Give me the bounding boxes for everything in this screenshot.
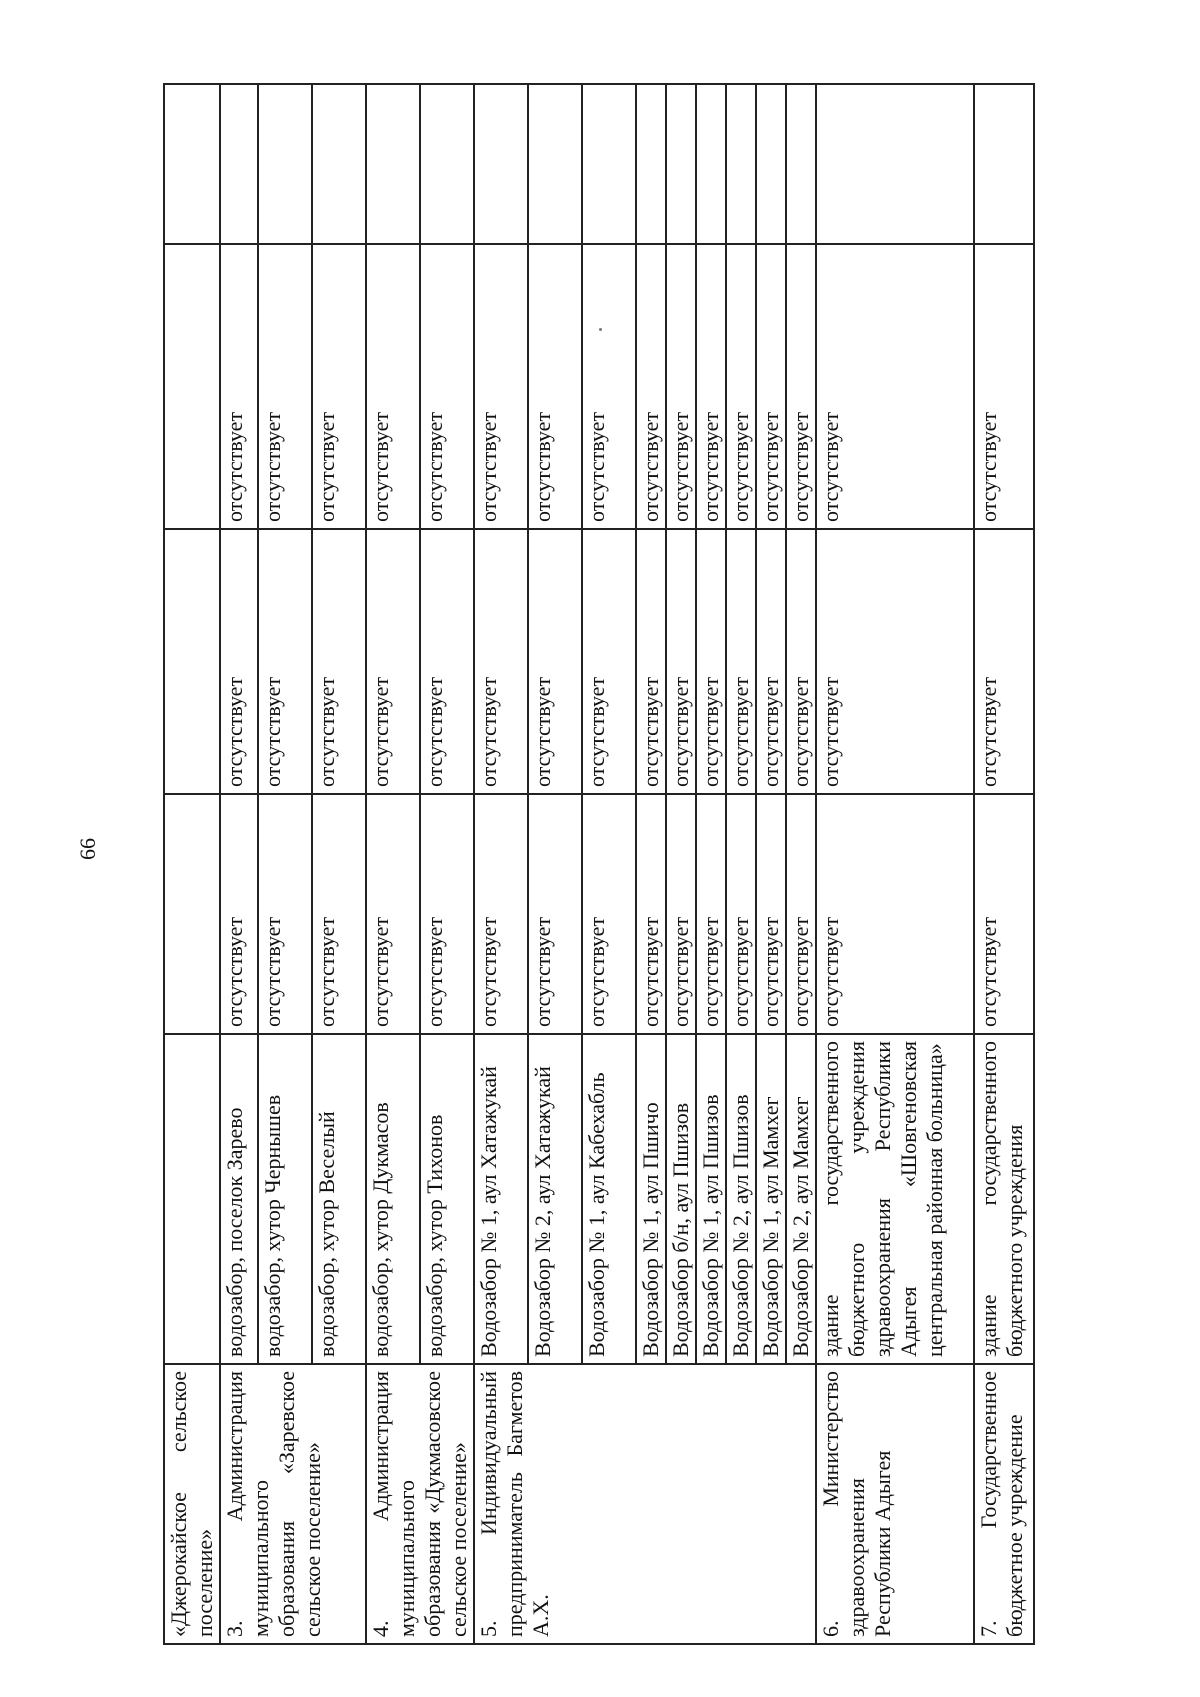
owner-cell: 4. Администрация муниципального образования «Дукмасовское сельское поселение» xyxy=(366,1364,474,1644)
status-cell: отсутствует xyxy=(420,794,474,1034)
object-cell: Водозабор б/н, аул Пшизов xyxy=(666,1034,696,1364)
status-cell: отсутствует xyxy=(528,794,582,1034)
empty-cell xyxy=(974,84,1034,244)
empty-cell xyxy=(220,84,258,244)
status-cell: отсутствует xyxy=(258,794,312,1034)
table-row xyxy=(474,84,528,1644)
status-cell: отсутствует xyxy=(582,794,636,1034)
empty-cell xyxy=(312,84,366,244)
status-cell: отсутствует xyxy=(420,529,474,794)
table-row xyxy=(220,84,258,1644)
status-cell: отсутствует xyxy=(220,794,258,1034)
status-cell: отсутствует xyxy=(366,794,420,1034)
status-cell: отсутствует xyxy=(666,244,696,529)
status-cell: отсутствует xyxy=(420,244,474,529)
status-cell: отсутствует xyxy=(366,244,420,529)
object-cell: водозабор, хутор Дукмасов xyxy=(366,1034,420,1364)
status-cell: отсутствует xyxy=(258,529,312,794)
status-cell: отсутствует xyxy=(756,529,786,794)
empty-cell xyxy=(474,84,528,244)
empty-cell xyxy=(258,84,312,244)
status-cell: отсутствует xyxy=(696,244,726,529)
status-cell: отсутствует xyxy=(726,794,756,1034)
owner-cell: «Джерокайское сельское поселение» xyxy=(164,1364,220,1644)
status-cell: отсутствует xyxy=(666,529,696,794)
empty-cell xyxy=(756,84,786,244)
status-cell xyxy=(164,794,220,1034)
status-cell: отсутствует xyxy=(528,529,582,794)
object-cell: водозабор, хутор Тихонов xyxy=(420,1034,474,1364)
status-cell: отсутствует xyxy=(974,794,1034,1034)
empty-cell xyxy=(366,84,420,244)
status-cell: отсутствует xyxy=(786,794,816,1034)
owner-cell: 7. Государственное бюджетное учреждение xyxy=(974,1364,1034,1644)
empty-cell xyxy=(582,84,636,244)
status-cell: отсутствует xyxy=(474,244,528,529)
object-cell: здание государственного бюджетного учреждения xyxy=(974,1034,1034,1364)
status-cell: отсутствует xyxy=(696,529,726,794)
status-cell: отсутствует xyxy=(366,529,420,794)
object-cell xyxy=(164,1034,220,1364)
empty-cell xyxy=(420,84,474,244)
object-cell: Водозабор № 1, аул Хатажукай xyxy=(474,1034,528,1364)
table-row xyxy=(164,84,220,1644)
status-cell: отсутствует xyxy=(636,244,666,529)
object-cell: водозабор, хутор Веселый xyxy=(312,1034,366,1364)
empty-cell xyxy=(696,84,726,244)
status-cell: отсутствует xyxy=(756,794,786,1034)
status-cell: отсутствует xyxy=(312,529,366,794)
empty-cell xyxy=(528,84,582,244)
owner-cell: 5. Индивидуальный предприниматель Багметов А.Х. xyxy=(474,1364,816,1644)
status-cell: отсутствует xyxy=(816,244,974,529)
table-row xyxy=(974,84,1034,1644)
status-cell: отсутствует xyxy=(636,529,666,794)
status-cell: отсутствует xyxy=(220,244,258,529)
status-cell: отсутствует xyxy=(816,794,974,1034)
status-cell: отсутствует xyxy=(528,244,582,529)
status-cell: отсутствует xyxy=(312,794,366,1034)
table-row xyxy=(816,84,974,1644)
object-cell: водозабор, хутор Чернышев xyxy=(258,1034,312,1364)
empty-cell xyxy=(726,84,756,244)
status-cell: отсутствует xyxy=(666,794,696,1034)
status-cell: отсутствует xyxy=(258,244,312,529)
object-cell: Водозабор № 1, аул Пшичо xyxy=(636,1034,666,1364)
status-cell: отсутствует xyxy=(582,529,636,794)
object-cell: водозабор, поселок Зарево xyxy=(220,1034,258,1364)
object-cell: Водозабор № 2, аул Пшизов xyxy=(726,1034,756,1364)
status-cell: отсутствует xyxy=(726,244,756,529)
empty-cell xyxy=(164,84,220,244)
status-cell: отсутствует xyxy=(756,244,786,529)
status-cell: отсутствует xyxy=(974,529,1034,794)
empty-cell xyxy=(636,84,666,244)
status-cell xyxy=(164,529,220,794)
status-cell: отсутствует xyxy=(582,244,636,529)
status-cell: отсутствует xyxy=(636,794,666,1034)
status-cell: отсутствует xyxy=(220,529,258,794)
object-cell: Водозабор № 2, аул Хатажукай xyxy=(528,1034,582,1364)
empty-cell xyxy=(816,84,974,244)
status-cell: отсутствует xyxy=(726,529,756,794)
status-cell: отсутствует xyxy=(474,794,528,1034)
object-cell: Водозабор № 1, аул Пшизов xyxy=(696,1034,726,1364)
object-cell: здание государственного бюджетного учреждения здравоохранения Республики Адыгея «Шовгеновская центральная районная больница» xyxy=(816,1034,974,1364)
empty-cell xyxy=(786,84,816,244)
object-cell: Водозабор № 2, аул Мамхег xyxy=(786,1034,816,1364)
status-cell: отсутствует xyxy=(474,529,528,794)
page-number: 66 xyxy=(75,838,100,860)
status-cell: отсутствует xyxy=(786,529,816,794)
owner-cell: 3. Администрация муниципального образования «Заревское сельское поселение» xyxy=(220,1364,366,1644)
status-cell: отсутствует xyxy=(816,529,974,794)
object-cell: Водозабор № 1, аул Мамхег xyxy=(756,1034,786,1364)
status-cell: отсутствует xyxy=(696,794,726,1034)
status-cell: отсутствует xyxy=(312,244,366,529)
owner-cell: 6. Министерство здравоохранения Республики Адыгея xyxy=(816,1364,974,1644)
empty-cell xyxy=(666,84,696,244)
status-cell: отсутствует xyxy=(974,244,1034,529)
facilities-table xyxy=(163,83,1035,1645)
status-cell: отсутствует xyxy=(786,244,816,529)
table-row xyxy=(366,84,420,1644)
object-cell: Водозабор № 1, аул Кабехабль xyxy=(582,1034,636,1364)
status-cell xyxy=(164,244,220,529)
rotated-table-sheet xyxy=(163,85,1027,1645)
